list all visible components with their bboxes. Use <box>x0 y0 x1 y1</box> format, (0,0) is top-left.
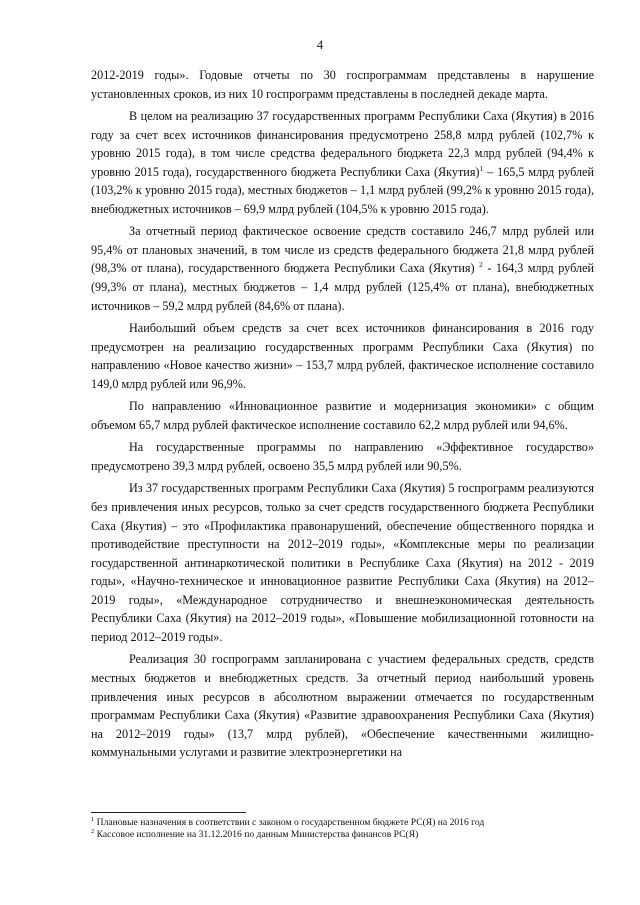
footnote-text: Кассовое исполнение на 31.12.2016 по данным Министерства финансов РС(Я) <box>96 829 419 841</box>
footnote-ref-2: 2 <box>479 260 483 270</box>
paragraph-text: – 165,5 млрд рублей (103,2% к уровню 2015 года), местных бюджетов – 1,1 млрд рублей (99,2% к уровню 2015 года), внебюджетных источников – 69,9 млрд рублей (104,5% к уровню 2015 года). <box>91 164 594 216</box>
paragraph-text: За отчетный период фактическое освоение средств составило 246,7 млрд рублей или 95,4% от плановых значений, в том числе из средств федерального бюджета 21,8 млрд рублей (98,3% от плана), государственного бюджета Республики Саха (Якутия) <box>91 224 594 276</box>
footnotes <box>91 817 594 842</box>
page-number: 4 <box>316 38 324 52</box>
paragraph-federal-participation: Реализация 30 госпрограмм запланирована с участием федеральных средств, средств местных бюджетов и внебюджетных средств. За отчетный период наибольший уровень привлечения иных ресурсов в абсолютном выражении отмечается по государственным программам Республики Саха (Якутия) «Развитие здравоохранения Республики Саха (Якутия) на 2012–2019 годы» (13,7 млрд рублей), «Обеспечение качественными жилищно-коммунальными услугами и развитие электроэнергетики на <box>91 652 594 760</box>
footnote-divider <box>91 812 246 813</box>
footnote-2 <box>91 829 594 841</box>
paragraph-own-resources: Из 37 государственных программ Республики Саха (Якутия) 5 госпрограмм реализуются без привлечения иных ресурсов, только за счет средств государственного бюджета Республики Саха (Якутия) – это «Профилактика правонарушений, обеспечение общественного порядка и противодействие преступности на 2012–2019 годы», «Комплексные меры по реализации государственной антинаркотической политики в Республике Саха (Якутия) на 2012 - 2019 годы», «Научно-техническое и инновационное развитие Республики Саха (Якутия) на 2012–2019 годы», «Международное сотрудничество и внешнеэкономическая деятельность Республики Саха (Якутия) на 2012–2019 годы», «Повышение мобилизационной готовности на период 2012–2019 годы». <box>91 481 594 644</box>
paragraph-actual-spending <box>91 222 594 315</box>
footnote-mark: 2 <box>91 828 95 836</box>
paragraph-effective-state: На государственные программы по направлению «Эффективное государство» предусмотрено 39,3 млрд рублей, освоено 35,5 млрд рублей или 90,5%. <box>91 440 594 473</box>
paragraph-continuation: 2012-2019 годы». Годовые отчеты по 30 госпрограммам представлены в нарушение установленных сроков, из них 10 госпрограмм представлены в последней декаде марта. <box>91 68 594 101</box>
footnote-1 <box>91 817 594 829</box>
paragraph-text: В целом на реализацию 37 государственных программ Республики Саха (Якутия) в 2016 году за счет всех источников финансирования предусмотрено 258,8 млрд рублей (102,7% к уровню 2015 года), в том числе средства федерального бюджета 22,3 млрд рублей (94,4% к уровню 2015 года), государственного бюджета Республики Саха (Якутия) <box>91 109 594 179</box>
paragraph-total-funding <box>91 107 594 218</box>
footnote-mark: 1 <box>91 816 95 823</box>
paragraph-innovation: По направлению «Инновационное развитие и модернизация экономики» с общим объемом 65,7 млрд рублей фактическое исполнение составило 62,2 млрд рублей или 94,6%. <box>91 399 594 432</box>
paragraph-text: - 164,3 млрд рублей (99,3% от плана), местных бюджетов – 1,4 млрд рублей (125,4% от плана), внебюджетных источников – 59,2 млрд рублей (84,6% от плана). <box>91 261 595 313</box>
document-body <box>91 66 594 766</box>
paragraph-quality-of-life: Наибольший объем средств за счет всех источников финансирования в 2016 году предусмотрен на реализацию государственных программ Республики Саха (Якутия) по направлению «Новое качество жизни» – 153,7 млрд рублей, фактическое исполнение составило 149,0 млрд рублей или 96,9%. <box>91 321 594 391</box>
footnote-text: Плановые назначения в соответствии с законом о государственном бюджете РС(Я) на 2016 год <box>96 817 485 828</box>
footnote-ref-1: 1 <box>479 163 484 173</box>
